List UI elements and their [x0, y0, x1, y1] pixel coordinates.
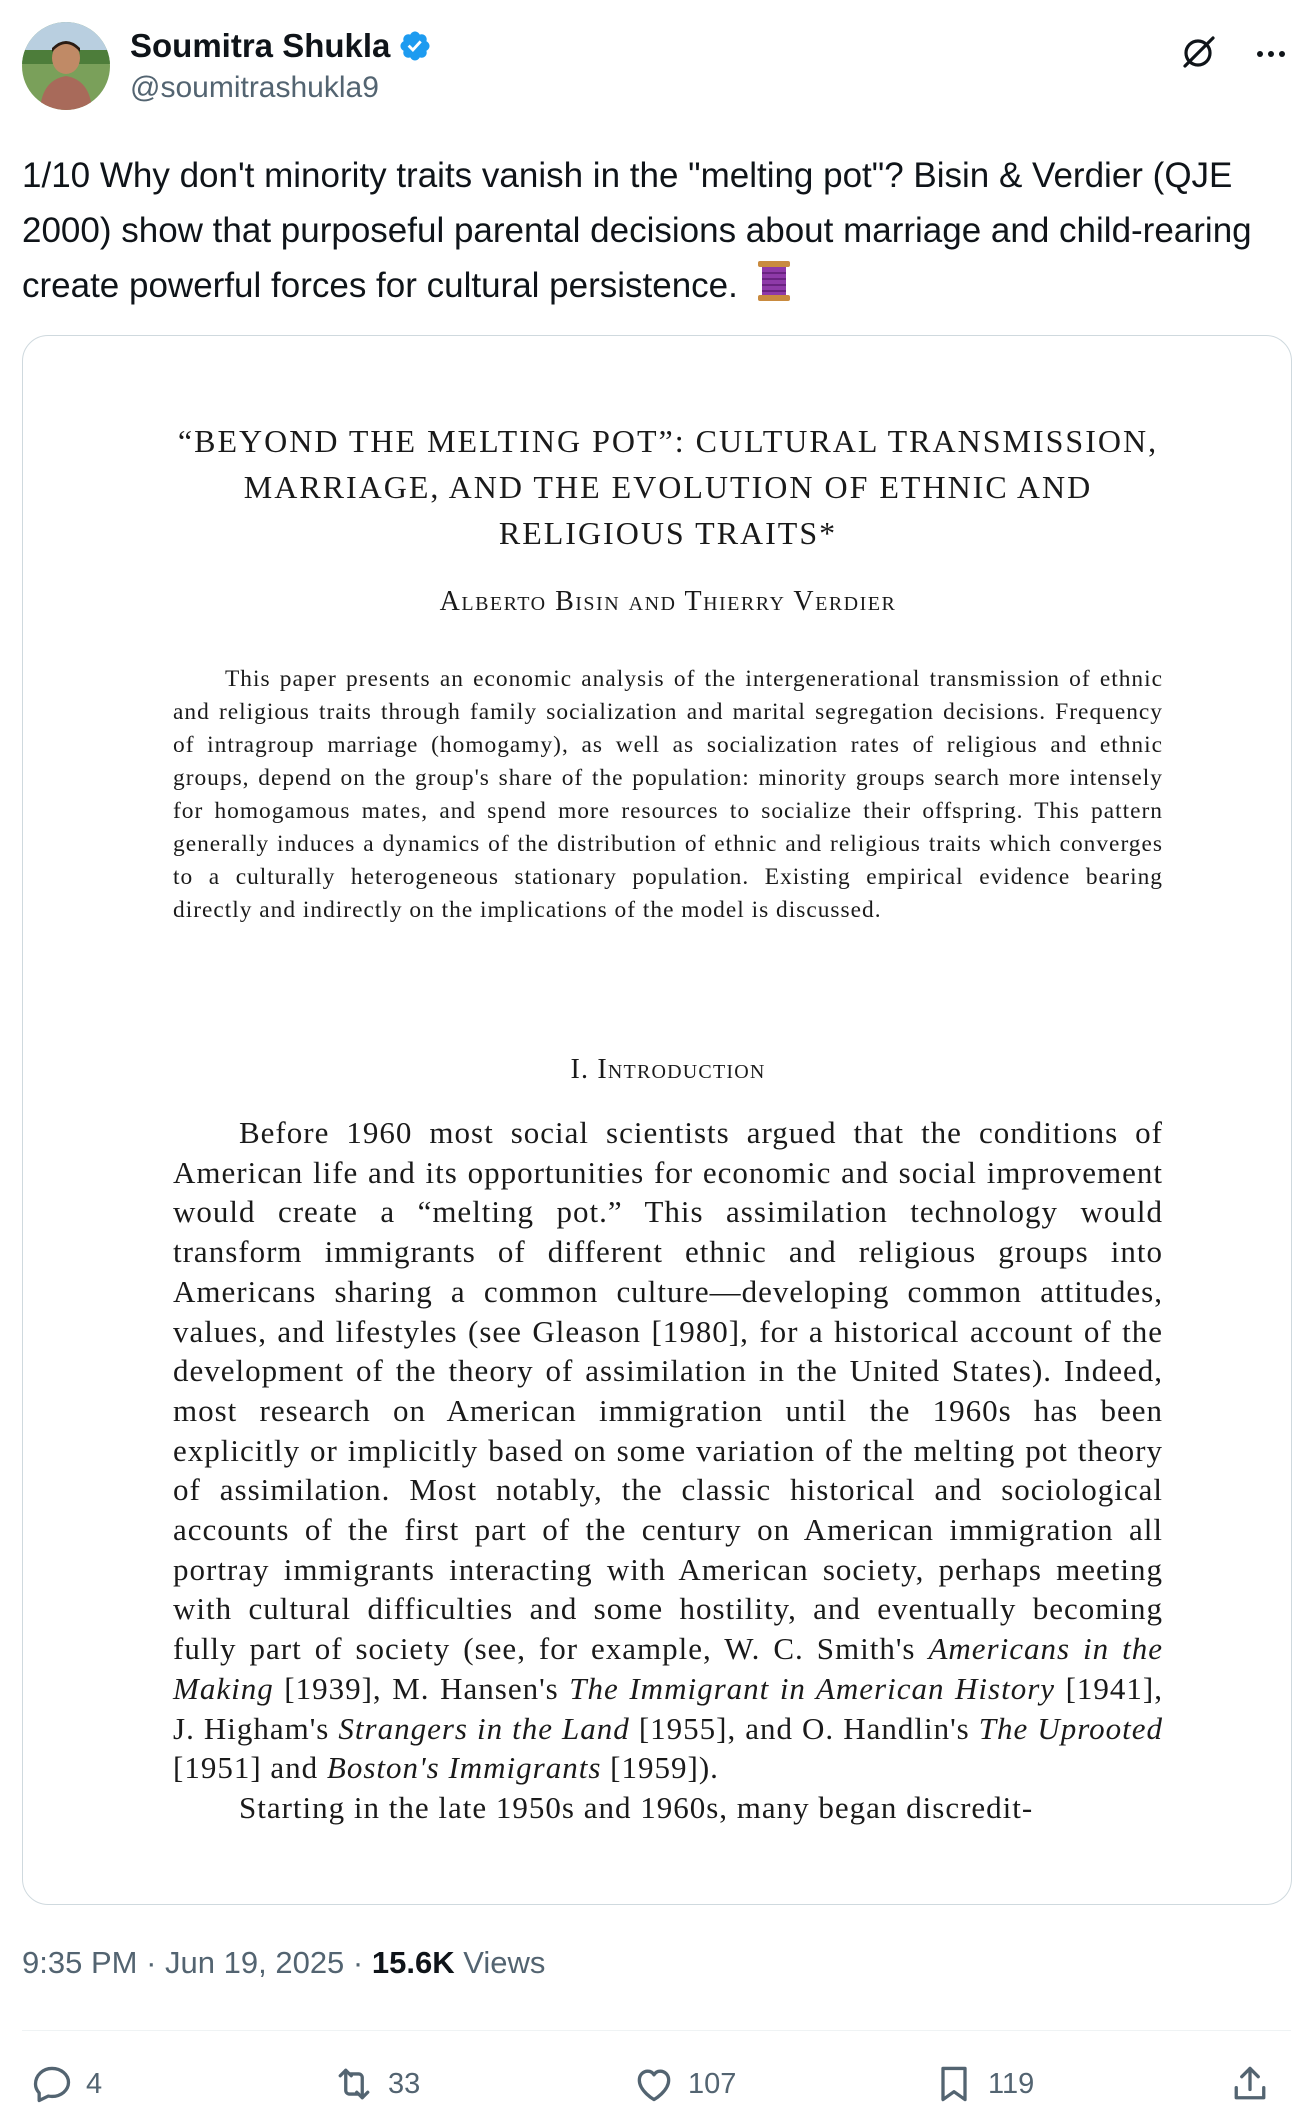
grok-icon[interactable]	[1179, 32, 1219, 72]
book-title-1: Americans in the Making	[173, 1631, 1163, 1706]
tweet-text	[22, 148, 1292, 313]
para1-text-d: [1955], and O. Handlin's	[629, 1710, 979, 1746]
paper-authors: Alberto Bisin and Thierry Verdier	[439, 586, 897, 617]
more-options-icon[interactable]	[1251, 34, 1291, 74]
display-name[interactable]	[130, 26, 432, 66]
like-button[interactable]	[632, 2062, 736, 2106]
tweet-timestamp	[22, 1945, 545, 1981]
book-title-2: The Immigrant in American History	[569, 1670, 1056, 1706]
post-time[interactable]: 9:35 PM	[22, 1945, 138, 1980]
paper-body	[173, 1113, 1163, 1828]
para1-text-e: [1951] and	[173, 1750, 327, 1786]
avatar[interactable]	[22, 22, 110, 110]
book-title-3: Strangers in the Land	[338, 1710, 630, 1746]
thread-spool-emoji-icon	[754, 259, 794, 303]
para1-text-f: [1959]).	[601, 1750, 719, 1786]
para1-text-a: Before 1960 most social scientists argued that the conditions of American life and its opportunities for economic and social improvement would create a “melting pot.” This assimilation technology would transform immigrants of different ethnic and religious groups into Americans sharing a common culture—developing common attitudes, values, and lifestyles (see Gleason [1980], for a historical account of the development of the theory of assimilation in the United States). Indeed, most research on American immigration until the 1960s has been explicitly or implicitly based on some variation of the melting pot theory of assimilation. Most notably, the classic historical and sociological accounts of the first part of the century on American immigration all portray immigrants interacting with American society, perhaps meeting with cultural difficulties and some hostility, and eventually becoming fully part of society (see, for example, W. C. Smith's	[173, 1115, 1163, 1667]
heart-icon	[632, 2062, 676, 2106]
author-handle[interactable]: @soumitrashukla9	[130, 71, 379, 104]
separator: ·	[146, 1945, 157, 1980]
repost-icon	[332, 2062, 376, 2106]
section-heading: I. Introduction	[570, 1054, 766, 1085]
separator: ·	[352, 1945, 364, 1980]
repost-count: 33	[388, 2067, 421, 2100]
like-count: 107	[688, 2067, 737, 2100]
book-title-4: The Uprooted	[978, 1710, 1163, 1746]
bookmark-button[interactable]	[932, 2062, 1034, 2106]
tweet-header	[22, 22, 1291, 118]
tweet-text-body: 1/10 Why don't minority traits vanish in the "melting pot"? Bisin & Verdier (QJE 2000) show that purposeful parental decisions about marriage and child-rearing create powerful forces for cultural persistence.	[22, 156, 1252, 305]
views-label: Views	[463, 1945, 546, 1980]
share-icon	[1228, 2062, 1272, 2106]
para1-text-c: [1941], J. Higham's	[173, 1670, 1163, 1746]
paragraph-2: Starting in the late 1950s and 1960s, many began discredit-	[239, 1789, 1034, 1825]
paper-abstract: This paper presents an economic analysis of the intergenerational transmission of ethnic and religious traits through family socialization and marital segregation decisions. Frequency of intragroup marriage (homogamy), as well as socialization rates of religious and ethnic groups, depend on the group's share of the population: minority groups search more intensely for homogamous mates, and spend more resources to socialize their offspring. This pattern generally induces a dynamics of the distribution of ethnic and religious traits which converges to a culturally heterogeneous stationary population. Existing empirical evidence bearing directly and indirectly on the implications of the model is discussed.	[173, 666, 1163, 923]
repost-button[interactable]	[332, 2062, 420, 2106]
paragraph-1	[173, 1113, 1163, 1788]
share-button[interactable]	[1228, 2062, 1284, 2106]
reply-icon	[30, 2062, 74, 2106]
attached-image[interactable]	[22, 335, 1292, 1905]
reply-button[interactable]	[30, 2062, 102, 2106]
divider	[22, 2030, 1291, 2031]
paper-title: “BEYOND THE MELTING POT”: CULTURAL TRANSMISSION, MARRIAGE, AND THE EVOLUTION OF ETHNIC AND RELIGIOUS TRAITS*	[177, 423, 1159, 551]
book-title-5: Boston's Immigrants	[326, 1750, 602, 1786]
para1-text-b: [1939], M. Hansen's	[273, 1670, 570, 1706]
bookmark-count: 119	[988, 2067, 1035, 2100]
views-count: 15.6K	[371, 1945, 455, 1980]
verified-badge-icon	[398, 29, 432, 63]
action-bar	[22, 2062, 1291, 2112]
reply-count: 4	[86, 2067, 103, 2100]
author-name[interactable]: Soumitra Shukla	[130, 27, 391, 64]
bookmark-icon	[932, 2062, 976, 2106]
post-date[interactable]: Jun 19, 2025	[165, 1945, 345, 1980]
